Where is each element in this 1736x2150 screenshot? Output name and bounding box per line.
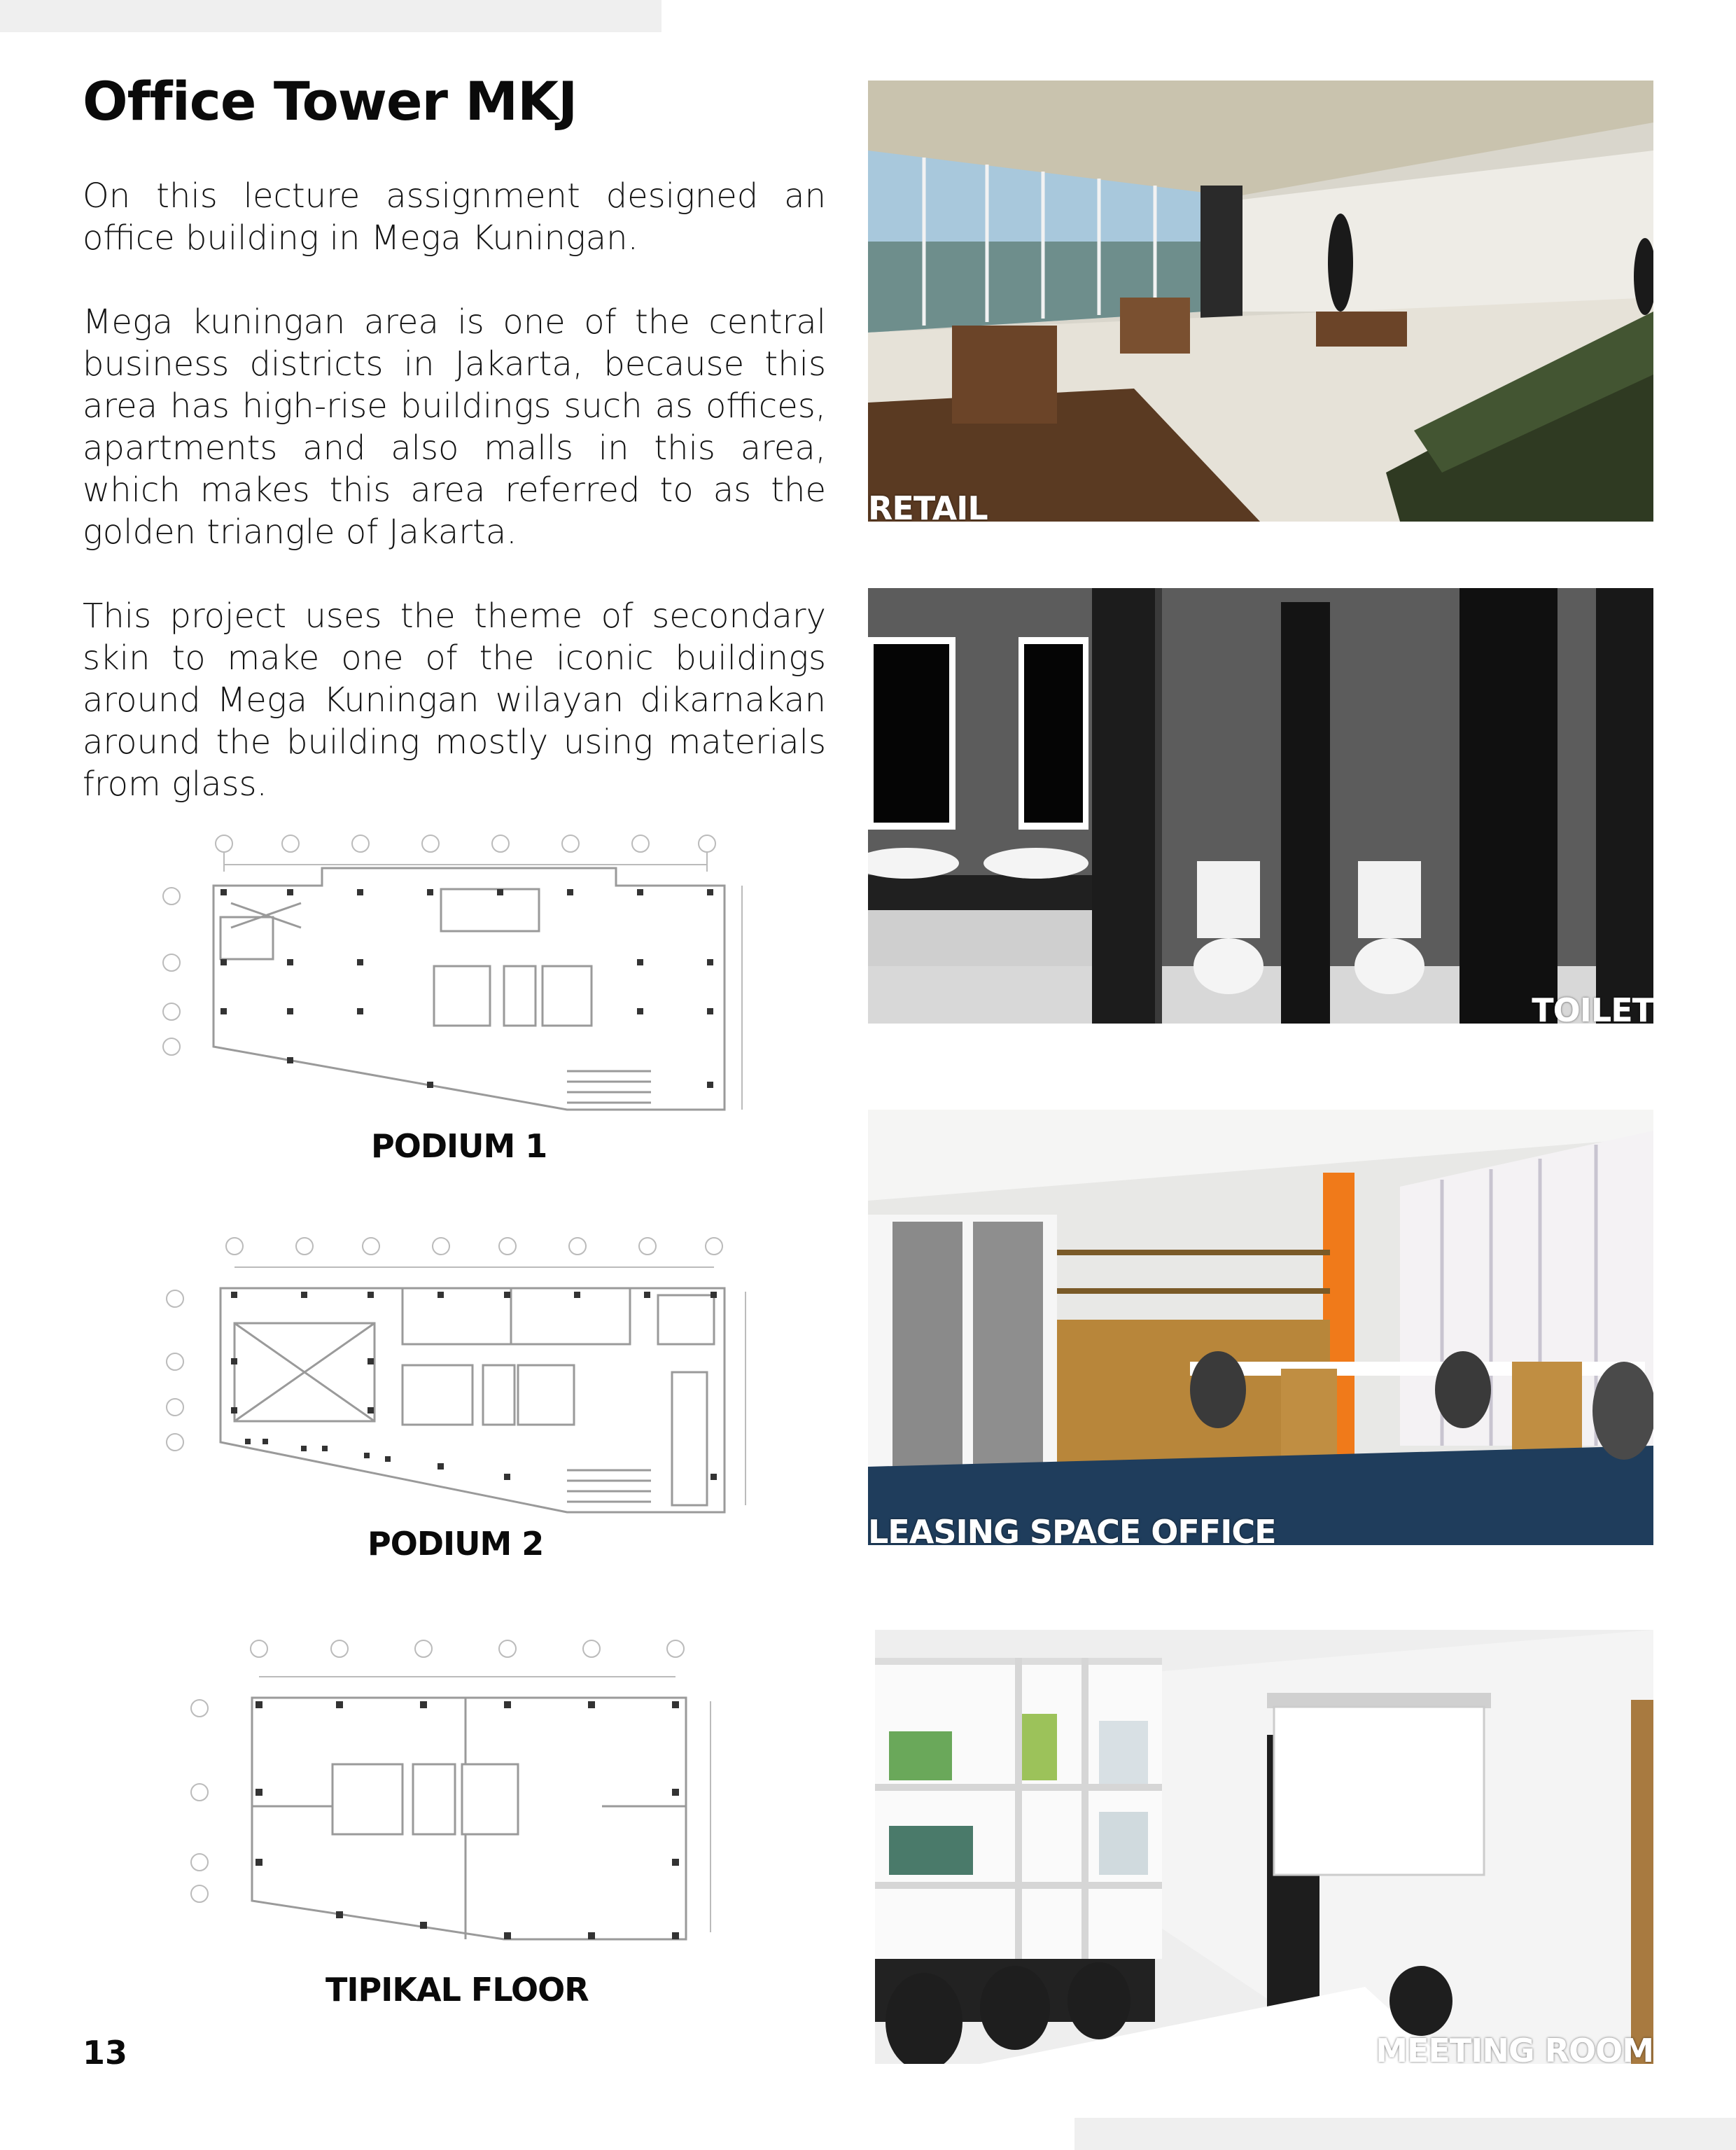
header-bar bbox=[0, 0, 662, 32]
plan-label-podium-2: PODIUM 2 bbox=[368, 1525, 544, 1563]
paragraph-intro: On this lecture assignment designed an office building in Mega Kuningan. bbox=[83, 176, 826, 258]
photo-leasing-space-office bbox=[868, 1110, 1653, 1545]
photo-toilet bbox=[868, 588, 1653, 1024]
photo-label-retail: RETAIL bbox=[868, 489, 988, 522]
page-title: Office Tower MKJ bbox=[83, 70, 578, 132]
floor-plan-podium-1 bbox=[154, 830, 770, 1124]
photo-label-meeting-room: MEETING ROOM bbox=[1376, 2032, 1653, 2064]
page-number: 13 bbox=[83, 2034, 128, 2072]
photo-label-toilet: TOILET bbox=[1532, 991, 1653, 1024]
paragraph-area: Mega kuningan area is one of the central business districts in Jakarta, because this area has high-rise buildings such as offices, apartments and also malls in this area, which makes this area referred to as the golden triangle of Jakarta. bbox=[83, 302, 826, 552]
plan-label-tipikal-floor: TIPIKAL FLOOR bbox=[326, 1971, 589, 2009]
photo-retail bbox=[868, 81, 1653, 522]
floor-plan-podium-2 bbox=[154, 1232, 770, 1526]
plan-label-podium-1: PODIUM 1 bbox=[371, 1127, 547, 1165]
floor-plan-tipikal-floor bbox=[154, 1631, 770, 1953]
photo-label-leasing-space-office: LEASING SPACE OFFICE bbox=[868, 1513, 1276, 1545]
photo-meeting-room bbox=[875, 1630, 1653, 2064]
footer-bar bbox=[1074, 2118, 1736, 2150]
paragraph-theme: This project uses the theme of secondary skin to make one of the iconic buildings around Mega Kuningan wilayan dikarnakan around the building mostly using materials from glass. bbox=[83, 596, 826, 804]
